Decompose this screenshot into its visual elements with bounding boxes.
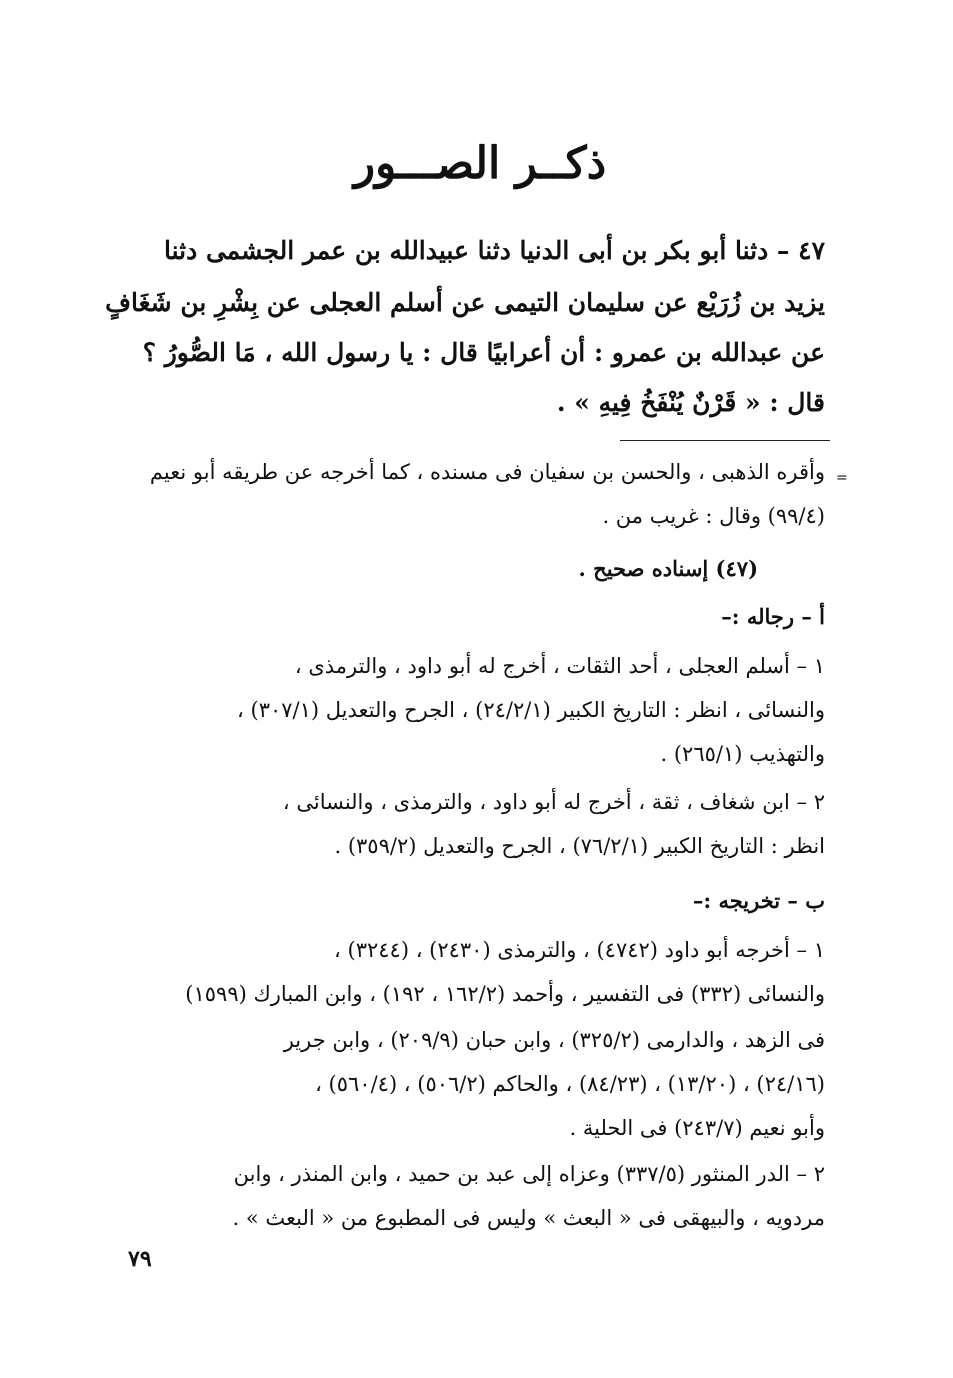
takhrij-heading: ب – تخريجه :– <box>692 888 825 913</box>
rijal-entry-line: والنسائى ، انظر : التاريخ الكبير (٢٤/٢/١) ، الجرح والتعديل (٣٠٧/١) ، <box>237 698 825 722</box>
rijal-entry-line: والتهذيب (٢٦٥/١) . <box>660 742 825 766</box>
hadith-line: قال : « قَرْنٌ يُنْفَخُ فِيهِ » . <box>556 388 825 417</box>
takhrij-entry-line: وأبو نعيم (٢٤٣/٧) فى الحلية . <box>569 1116 825 1140</box>
takhrij-entry-line: ٢ – الدر المنثور (٣٣٧/٥) وعزاه إلى عبد بن حميد ، وابن المنذر ، وابن <box>233 1162 825 1186</box>
takhrij-entry-line: مردويه ، والبيهقى فى « البعث » وليس فى المطبوع من « البعث » . <box>232 1206 825 1230</box>
takhrij-entry-line: فى الزهد ، والدارمى (٣٢٥/٢) ، وابن حبان (٢٠٩/٩) ، وابن جرير <box>283 1028 825 1052</box>
continuation-mark: = <box>836 470 848 486</box>
footnote-separator <box>620 440 830 441</box>
hadith-line: عن عبدالله بن عمرو : أن أعرابيًا قال : يا رسول الله ، مَا الصُّورُ ؟ <box>142 338 825 367</box>
hadith-line: ٤٧ – دثنا أبو بكر بن أبى الدنيا دثنا عبيدالله بن عمر الجشمى دثنا <box>164 236 825 265</box>
rijal-entry-line: ٢ – ابن شغاف ، ثقة ، أخرج له أبو داود ، والترمذى ، والنسائى ، <box>282 790 825 814</box>
takhrij-entry-line: ١ – أخرجه أبو داود (٤٧٤٢) ، والترمذى (٢٤٣٠) ، (٣٢٤٤) ، <box>334 938 825 962</box>
hadith-line: يزيد بن زُرَيْع عن سليمان التيمى عن أسلم العجلى عن بِشْرِ بن شَغَافٍ <box>105 288 825 317</box>
page-title: ذكــر الصـــور <box>353 138 607 189</box>
page-number: ٧٩ <box>128 1246 152 1272</box>
takhrij-entry-line: (٢٤/١٦) ، (١٣/٢٠) ، (٨٤/٢٣) ، والحاكم (٥٠٦/٢) ، (٥٦٠/٤) ، <box>315 1072 825 1096</box>
takhrij-entry-line: والنسائى (٣٣٢) فى التفسير ، وأحمد (١٦٢/٢ ، ١٩٢) ، وابن المبارك (١٥٩٩) <box>185 982 825 1006</box>
footnote-line: (٩٩/٤) وقال : غريب من . <box>602 504 825 528</box>
rijal-heading: أ – رجاله :– <box>721 604 825 629</box>
rijal-entry-line: ١ – أسلم العجلى ، أحد الثقات ، أخرج له أبو داود ، والترمذى ، <box>294 654 825 678</box>
isnad-heading: (٤٧) إسناده صحيح . <box>578 556 758 581</box>
footnote-line: وأقره الذهبى ، والحسن بن سفيان فى مسنده ، كما أخرجه عن طريقه أبو نعيم <box>149 460 825 484</box>
rijal-entry-line: انظر : التاريخ الكبير (٧٦/٢/١) ، الجرح والتعديل (٣٥٩/٢) . <box>334 834 825 858</box>
